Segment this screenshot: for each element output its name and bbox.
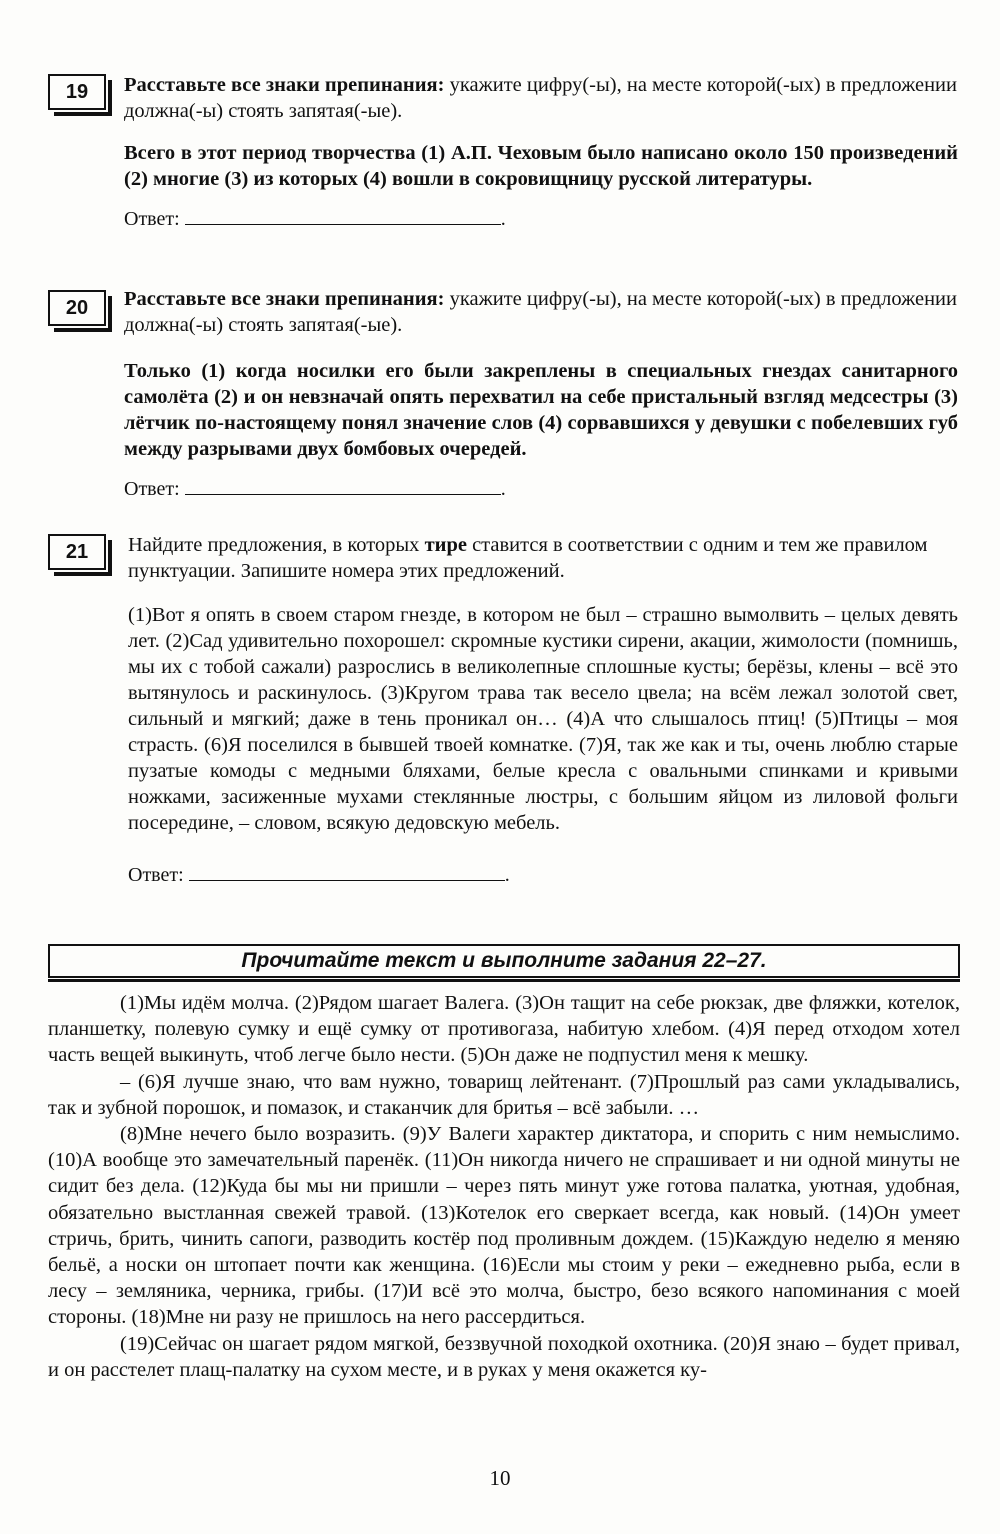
instruction-text: укажите цифру(-ы), на месте которой(-ых) в предложении должна(-ы) стоять запятая(-ые).	[124, 288, 958, 336]
task-instruction	[124, 286, 958, 338]
answer-row: Ответ: .	[124, 204, 958, 232]
task-body	[124, 72, 958, 232]
reading-paragraph: (19)Сейчас он шагает рядом мягкой, беззвучной походкой охотника. (20)Я знаю – будет привал, и он расстелет плащ-палатку на сухом месте, и в руках у меня окажется ку-	[48, 1332, 960, 1381]
task-sentence	[124, 140, 958, 192]
page-number: 10	[489, 1466, 511, 1490]
task-body	[128, 532, 958, 888]
task-instruction	[128, 532, 958, 584]
sentence-text: Всего в этот период творчества (1) А.П. Чеховым было написано около 150 произведений (2) многие (3) из которых (4) вошли в сокровищницу русской литературы.	[124, 142, 958, 190]
task-body	[124, 286, 958, 502]
answer-field[interactable]	[185, 474, 501, 495]
instruction-bold: Расставьте все знаки препинания:	[124, 288, 445, 310]
task-number-box	[48, 290, 106, 326]
answer-field[interactable]	[189, 860, 505, 881]
task-number: 19	[65, 80, 89, 103]
answer-row: Ответ: .	[124, 474, 958, 502]
instruction-bold: тире	[424, 534, 467, 556]
task-number: 20	[65, 296, 89, 319]
task-text	[128, 602, 958, 836]
answer-field[interactable]	[185, 204, 501, 225]
instruction-text-after: ставится в соответствии с одним и тем же правилом пунктуации. Запишите номера этих предложений.	[128, 534, 928, 582]
task-text-paragraph: (1)Вот я опять в своем старом гнезде, в котором не был – страшно вымолвить – целых девять лет. (2)Сад удивительно похорошел: скромные кустики сирени, акации, жимолости (помнишь, мы их с тобой сажали) разрослись в великолепные сплошные кусты; берёзы, клены – всё это вытянулось и раскинулось. (3)Кругом трава так весело цвела; на всём лежал золотой свет, сильный и мягкий; даже в тень проникал он… (4)А что слышалось птиц! (5)Птицы – моя страсть. (6)Я поселился в бывшей твоей комнатке. (7)Я, так же как и ты, очень люблю старые пузатые комоды с медными бляхами, белые кресла с овальными спинками и кривыми ножками, засиженные мухами стеклянные люстры, с большим яйцом из лиловой фольги посередине, – словом, всякую дедовскую мебель.	[128, 604, 958, 834]
reading-paragraph: – (6)Я лучше знаю, что вам нужно, товарищ лейтенант. (7)Прошлый раз сами укладывались, так и зубной порошок, и помазок, и стаканчик для бритья – всё забыли. …	[48, 1070, 960, 1119]
task-sentence	[124, 358, 958, 462]
answer-row: Ответ: .	[128, 860, 958, 888]
task-number: 21	[65, 540, 89, 563]
instruction-text: укажите цифру(-ы), на месте которой(-ых) в предложении должна(-ы) стоять запятая(-ые).	[124, 74, 958, 122]
banner-text: Прочитайте текст и выполните задания 22–27.	[241, 949, 767, 972]
answer-label: Ответ:	[124, 208, 180, 230]
reading-paragraph: (8)Мне нечего было возразить. (9)У Валеги характер диктатора, и спорить с ним немыслимо. (10)А вообще это замечательный паренёк. (11)Он никогда ничего не спрашивает и ни одной минуты не сидит без дела. (12)Куда бы мы ни пришли – через пять минут уже готова палатка, уютная, удобная, обязательно выстланная свежей травой. (13)Котелок его сверкает всегда, как новый. (14)Он умеет стричь, брить, чинить сапоги, разводить костёр под проливным дождем. (15)Каждую неделю я меняю бельё, а носки он штопает почти как женщина. (16)Если мы стоим у реки – ежедневно рыба, если в лесу – земляника, черника, грибы. (17)И всё это молча, быстро, безо всякого напоминания с моей стороны. (18)Мне ни разу не пришлось на него рассердиться.	[48, 1123, 960, 1329]
reading-banner	[48, 944, 960, 978]
instruction-bold: Расставьте все знаки препинания:	[124, 74, 445, 96]
task-number-box	[48, 74, 106, 110]
reading-paragraph: (1)Мы идём молча. (2)Рядом шагает Валега. (3)Он тащит на себе рюкзак, две фляжки, котелок, планшетку, полевую сумку и ещё сумку от противогаза, набитую хлебом. (4)Я перед отходом хотел часть вещей выкинуть, чтоб легче было нести. (5)Он даже не подпустил меня к мешку.	[48, 992, 960, 1067]
reading-text	[48, 990, 960, 1383]
task-instruction	[124, 72, 958, 124]
instruction-text-before: Найдите предложения, в которых	[128, 534, 425, 556]
task-number-box	[48, 534, 106, 570]
answer-label: Ответ:	[128, 864, 184, 886]
answer-label: Ответ:	[124, 478, 180, 500]
sentence-text: Только (1) когда носилки его были закреплены в специальных гнездах санитарного самолёта (2) и он невзначай опять перехватил на себе пристальный взгляд медсестры (3) лётчик по-настоящему понял значение слов (4) сорвавшихся у девушки с побелевших губ между разрывами двух бомбовых очередей.	[124, 360, 958, 460]
